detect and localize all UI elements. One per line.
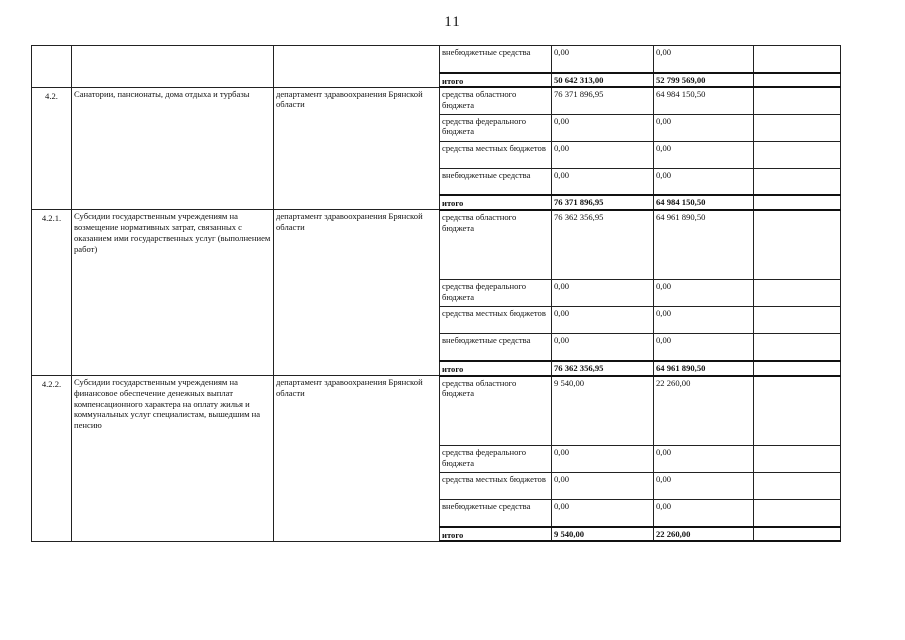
row-number: 4.2.: [32, 87, 72, 210]
dept-cell: [274, 46, 440, 88]
value-cell: 76 371 896,95: [552, 87, 654, 114]
source-label: средства местных бюджетов: [440, 473, 552, 500]
value-cell: 0,00: [654, 46, 754, 73]
total-label: итого: [440, 73, 552, 88]
value-cell: 0,00: [552, 141, 654, 168]
value-cell: 64 984 150,50: [654, 87, 754, 114]
total-value: 50 642 313,00: [552, 73, 654, 88]
value-cell: 0,00: [552, 446, 654, 473]
source-label: средства федерального бюджета: [440, 114, 552, 141]
value-cell: 0,00: [552, 334, 654, 361]
value-cell: 0,00: [552, 307, 654, 334]
total-value: 22 260,00: [654, 527, 754, 542]
value-cell: 0,00: [552, 473, 654, 500]
total-value: 76 371 896,95: [552, 195, 654, 210]
value-cell: 64 961 890,50: [654, 210, 754, 280]
value-cell: 0,00: [654, 446, 754, 473]
source-label: внебюджетные средства: [440, 168, 552, 195]
value-cell: 0,00: [654, 500, 754, 527]
total-value: 64 961 890,50: [654, 361, 754, 376]
value-cell: 0,00: [552, 46, 654, 73]
total-value: 9 540,00: [552, 527, 654, 542]
row-name: Санатории, пансионаты, дома отдыха и турбазы: [72, 87, 274, 210]
row-name: Субсидии государственным учреждениям на финансовое обеспечение денежных выплат компенсационного характера на оплату жилья и коммунальных услуг специалистам, вышедшим на пенсию: [72, 376, 274, 542]
source-label: внебюджетные средства: [440, 46, 552, 73]
value-cell: 0,00: [654, 114, 754, 141]
table-row: [32, 210, 841, 280]
value-cell: 0,00: [654, 280, 754, 307]
total-value: 64 984 150,50: [654, 195, 754, 210]
table-row: [32, 376, 841, 446]
row-number: 4.2.2.: [32, 376, 72, 542]
total-label: итого: [440, 527, 552, 542]
value-cell: 0,00: [552, 114, 654, 141]
value-cell: 0,00: [654, 307, 754, 334]
row-department: департамент здравоохранения Брянской области: [274, 87, 440, 210]
source-label: средства федерального бюджета: [440, 446, 552, 473]
source-label: средства областного бюджета: [440, 210, 552, 280]
source-label: средства местных бюджетов: [440, 141, 552, 168]
row-department: департамент здравоохранения Брянской области: [274, 210, 440, 376]
source-label: средства федерального бюджета: [440, 280, 552, 307]
table-row: [32, 87, 841, 114]
row-department: департамент здравоохранения Брянской области: [274, 376, 440, 542]
row-number: 4.2.1.: [32, 210, 72, 376]
total-value: 76 362 356,95: [552, 361, 654, 376]
source-label: средства областного бюджета: [440, 87, 552, 114]
total-label: итого: [440, 195, 552, 210]
source-label: внебюджетные средства: [440, 334, 552, 361]
row-name: Субсидии государственным учреждениям на возмещение нормативных затрат, связанных с оказанием ими государственных услуг (выполнением работ): [72, 210, 274, 376]
value-cell: 0,00: [654, 334, 754, 361]
value-cell: 0,00: [654, 473, 754, 500]
table-row: [32, 46, 841, 73]
value-cell: 9 540,00: [552, 376, 654, 446]
total-label: итого: [440, 361, 552, 376]
total-value: 52 799 569,00: [654, 73, 754, 88]
value-cell: 0,00: [654, 168, 754, 195]
value-cell: 22 260,00: [654, 376, 754, 446]
budget-table: [31, 45, 841, 542]
value-cell: 0,00: [552, 500, 654, 527]
value-cell: 0,00: [552, 168, 654, 195]
value-cell: 0,00: [654, 141, 754, 168]
value-cell: 76 362 356,95: [552, 210, 654, 280]
value-cell: 0,00: [552, 280, 654, 307]
source-label: внебюджетные средства: [440, 500, 552, 527]
page-number: 11: [444, 14, 461, 30]
source-label: средства областного бюджета: [440, 376, 552, 446]
num-cell: [32, 46, 72, 88]
name-cell: [72, 46, 274, 88]
source-label: средства местных бюджетов: [440, 307, 552, 334]
